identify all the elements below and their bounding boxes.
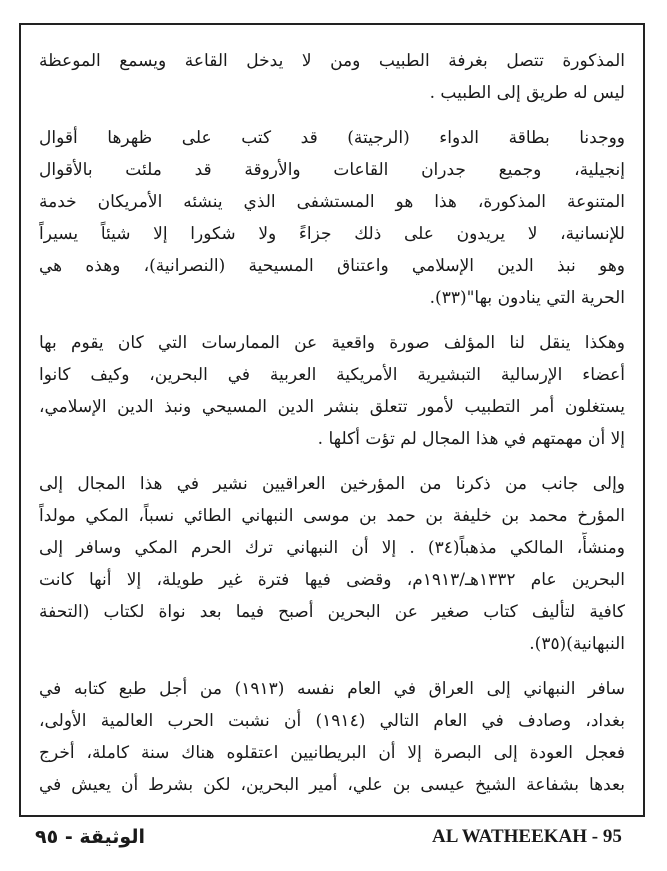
text-line: يستغلون أمر التطبيب لأمور تتعلق بنشر الدين المسيحي ونبذ الدين الإسلامي،	[39, 397, 625, 417]
text-line: كافية لتأليف كتاب صغير عن البحرين أصبح فيما بعد نواة لكتاب (التحفة	[39, 602, 625, 622]
paragraph	[39, 468, 625, 660]
text-line: بعدها بشفاعة الشيخ عيسى بن علي، أمير البحرين، لكن بشرط أن يعيش في	[39, 775, 625, 795]
text-line: وهو نبذ الدين الإسلامي واعتناق المسيحية (النصرانية)، وهذه هي	[39, 256, 625, 276]
paragraph	[39, 45, 625, 109]
footer-english-title: AL WATHEEKAH - 95	[432, 826, 622, 847]
text-line: وإلى جانب من ذكرنا من المؤرخين العراقيين نشير في هذا المجال إلى	[39, 474, 625, 494]
text-line: إنجيلية، وجميع جدران القاعات والأروقة قد ملئت بالأقوال	[39, 160, 625, 180]
text-line: ليس له طريق إلى الطبيب .	[429, 83, 625, 103]
paragraph	[39, 673, 625, 801]
body-text	[39, 45, 625, 814]
text-line: النبهانية)(٣٥).	[529, 634, 625, 654]
page-footer	[0, 826, 667, 862]
text-line: المتنوعة المذكورة، هذا هو المستشفى الذي ينشئه الأمريكان خدمة	[39, 192, 625, 212]
text-line: بغداد، وصادف في العام التالي (١٩١٤) أن نشبت الحرب العالمية الأولى،	[39, 711, 625, 731]
text-line: الحرية التي ينادون بها"(٣٣).	[429, 288, 625, 308]
text-line: إلا أن مهمتهم في هذا المجال لم تؤت أكلها .	[317, 429, 625, 449]
paragraph	[39, 122, 625, 314]
paragraph	[39, 327, 625, 455]
text-line: وهكذا ينقل لنا المؤلف صورة واقعية عن الممارسات التي كان يقوم بها	[39, 333, 625, 353]
text-line: البحرين عام ١٣٣٢هـ/١٩١٣م، وقضى فيها فترة غير طويلة، إلا أنها كانت	[39, 570, 625, 590]
text-line: سافر النبهاني إلى العراق في العام نفسه (١٩١٣) من أجل طبع كتابه في	[39, 679, 625, 699]
text-line: أعضاء الإرسالية التبشيرية الأمريكية العربية في البحرين، وكيف كانوا	[39, 365, 625, 385]
page-frame	[19, 23, 645, 817]
text-line: المؤرخ محمد بن خليفة بن حمد بن موسى النبهاني الطائي نسباً، المكي مولداً	[39, 506, 625, 526]
text-line: ومنشأً، المالكي مذهباً(٣٤) . إلا أن النبهاني ترك الحرم المكي وسافر إلى	[39, 538, 625, 558]
text-line: للإنسانية، لا يريدون على ذلك جزاءً ولا شكورا إلا شيئاً يسيراً	[39, 224, 625, 244]
text-line: فعجل العودة إلى البصرة إلا أن البريطانيين اعتقلوه هناك سنة كاملة، أخرج	[39, 743, 625, 763]
footer-arabic-title: الوثيقة - ٩٥	[35, 826, 145, 848]
text-line: المذكورة تتصل بغرفة الطبيب ومن لا يدخل القاعة ويسمع الموعظة	[39, 51, 625, 71]
text-line: ووجدنا بطاقة الدواء (الرجيتة) قد كتب على ظهرها أقوال	[39, 128, 625, 148]
